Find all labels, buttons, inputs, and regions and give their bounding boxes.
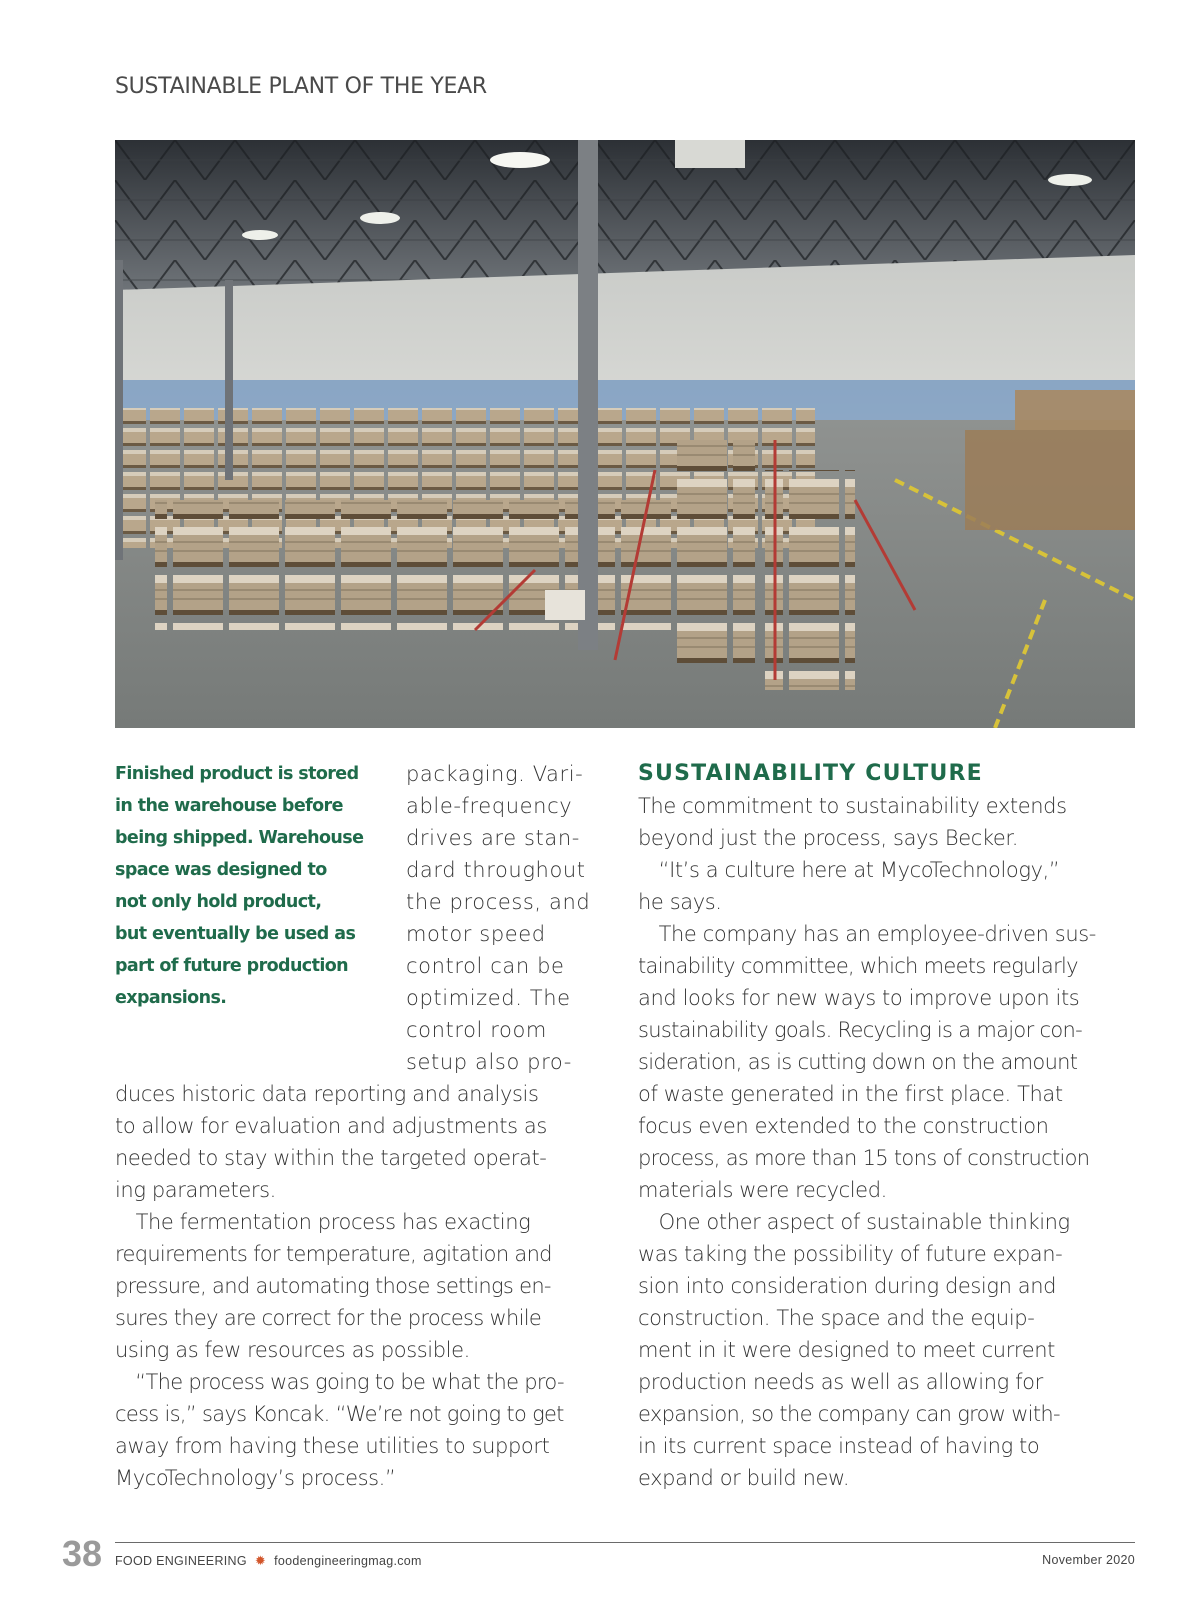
text-line: “It’s a culture here at MycoTechnology,” bbox=[638, 858, 1060, 882]
caption-line: space was designed to bbox=[115, 860, 327, 880]
caption-line: not only hold product, bbox=[115, 892, 322, 912]
text-line: production needs as well as allowing for bbox=[638, 1370, 1043, 1394]
text-line: of waste generated in the first place. That bbox=[638, 1082, 1063, 1106]
footer-publication bbox=[115, 1553, 422, 1569]
text-line: duces historic data reporting and analysis bbox=[115, 1082, 539, 1106]
text-line: control can be bbox=[406, 954, 565, 978]
warehouse-photo bbox=[115, 140, 1135, 728]
right-column-text bbox=[638, 758, 1138, 1494]
footer-divider bbox=[115, 1542, 1135, 1543]
text-line: drives are stan- bbox=[406, 826, 580, 850]
text-line: focus even extended to the construction bbox=[638, 1114, 1049, 1138]
text-line: process, as more than 15 tons of construction bbox=[638, 1146, 1090, 1170]
text-line: to allow for evaluation and adjustments as bbox=[115, 1114, 547, 1138]
text-line: he says. bbox=[638, 890, 722, 914]
text-line: The commitment to sustainability extends bbox=[638, 794, 1067, 818]
text-line: beyond just the process, says Becker. bbox=[638, 826, 1019, 850]
text-line: tainability committee, which meets regularly bbox=[638, 954, 1078, 978]
text-line: was taking the possibility of future expan- bbox=[638, 1242, 1063, 1266]
text-line: One other aspect of sustainable thinking bbox=[638, 1210, 1070, 1234]
text-line: using as few resources as possible. bbox=[115, 1338, 470, 1362]
text-line: The company has an employee-driven sus- bbox=[638, 922, 1096, 946]
publication-name: FOOD ENGINEERING bbox=[115, 1554, 247, 1568]
text-line: materials were recycled. bbox=[638, 1178, 887, 1202]
caption-line: but eventually be used as bbox=[115, 924, 356, 944]
text-line: the process, and bbox=[406, 890, 591, 914]
text-line: needed to stay within the targeted operat- bbox=[115, 1146, 547, 1170]
left-column-narrow-text bbox=[406, 758, 611, 1078]
section-heading: SUSTAINABILITY CULTURE bbox=[638, 761, 983, 786]
text-line: pressure, and automating those settings en- bbox=[115, 1274, 551, 1298]
text-line: in its current space instead of having to bbox=[638, 1434, 1040, 1458]
website-link[interactable]: foodengineeringmag.com bbox=[274, 1554, 422, 1568]
text-line: optimized. The bbox=[406, 986, 571, 1010]
text-line: requirements for temperature, agitation and bbox=[115, 1242, 552, 1266]
caption-line: part of future production bbox=[115, 956, 349, 976]
text-line: able-frequency bbox=[406, 794, 573, 818]
text-line: ing parameters. bbox=[115, 1178, 276, 1202]
text-line: setup also pro- bbox=[406, 1050, 572, 1074]
text-line: expansion, so the company can grow with- bbox=[638, 1402, 1060, 1426]
text-line: construction. The space and the equip- bbox=[638, 1306, 1035, 1330]
text-line: sustainability goals. Recycling is a major con- bbox=[638, 1018, 1082, 1042]
text-line: sion into consideration during design and bbox=[638, 1274, 1057, 1298]
text-line: and looks for new ways to improve upon its bbox=[638, 986, 1080, 1010]
text-line: away from having these utilities to support bbox=[115, 1434, 550, 1458]
text-line: “The process was going to be what the pro- bbox=[115, 1370, 564, 1394]
text-line: MycoTechnology’s process.” bbox=[115, 1466, 396, 1490]
text-line: The fermentation process has exacting bbox=[115, 1210, 531, 1234]
text-line: motor speed bbox=[406, 922, 546, 946]
caption-line: being shipped. Warehouse bbox=[115, 828, 364, 848]
text-line: expand or build new. bbox=[638, 1466, 850, 1490]
text-line: control room bbox=[406, 1018, 547, 1042]
section-label: SUSTAINABLE PLANT OF THE YEAR bbox=[115, 74, 487, 99]
text-line: packaging. Vari- bbox=[406, 762, 584, 786]
text-line: ment in it were designed to meet current bbox=[638, 1338, 1055, 1362]
caption-line: expansions. bbox=[115, 988, 227, 1008]
page-number: 38 bbox=[62, 1533, 103, 1574]
caption-line: in the warehouse before bbox=[115, 796, 343, 816]
issue-date: November 2020 bbox=[1042, 1553, 1135, 1567]
text-line: sideration, as is cutting down on the amount bbox=[638, 1050, 1078, 1074]
text-line: sures they are correct for the process while bbox=[115, 1306, 542, 1330]
photo-caption bbox=[115, 758, 370, 1014]
caption-line: Finished product is stored bbox=[115, 764, 359, 784]
text-line: cess is,” says Koncak. “We’re not going to get bbox=[115, 1402, 564, 1426]
star-icon: ✹ bbox=[254, 1553, 267, 1568]
left-column-wide-text bbox=[115, 1078, 615, 1494]
text-line: dard throughout bbox=[406, 858, 586, 882]
